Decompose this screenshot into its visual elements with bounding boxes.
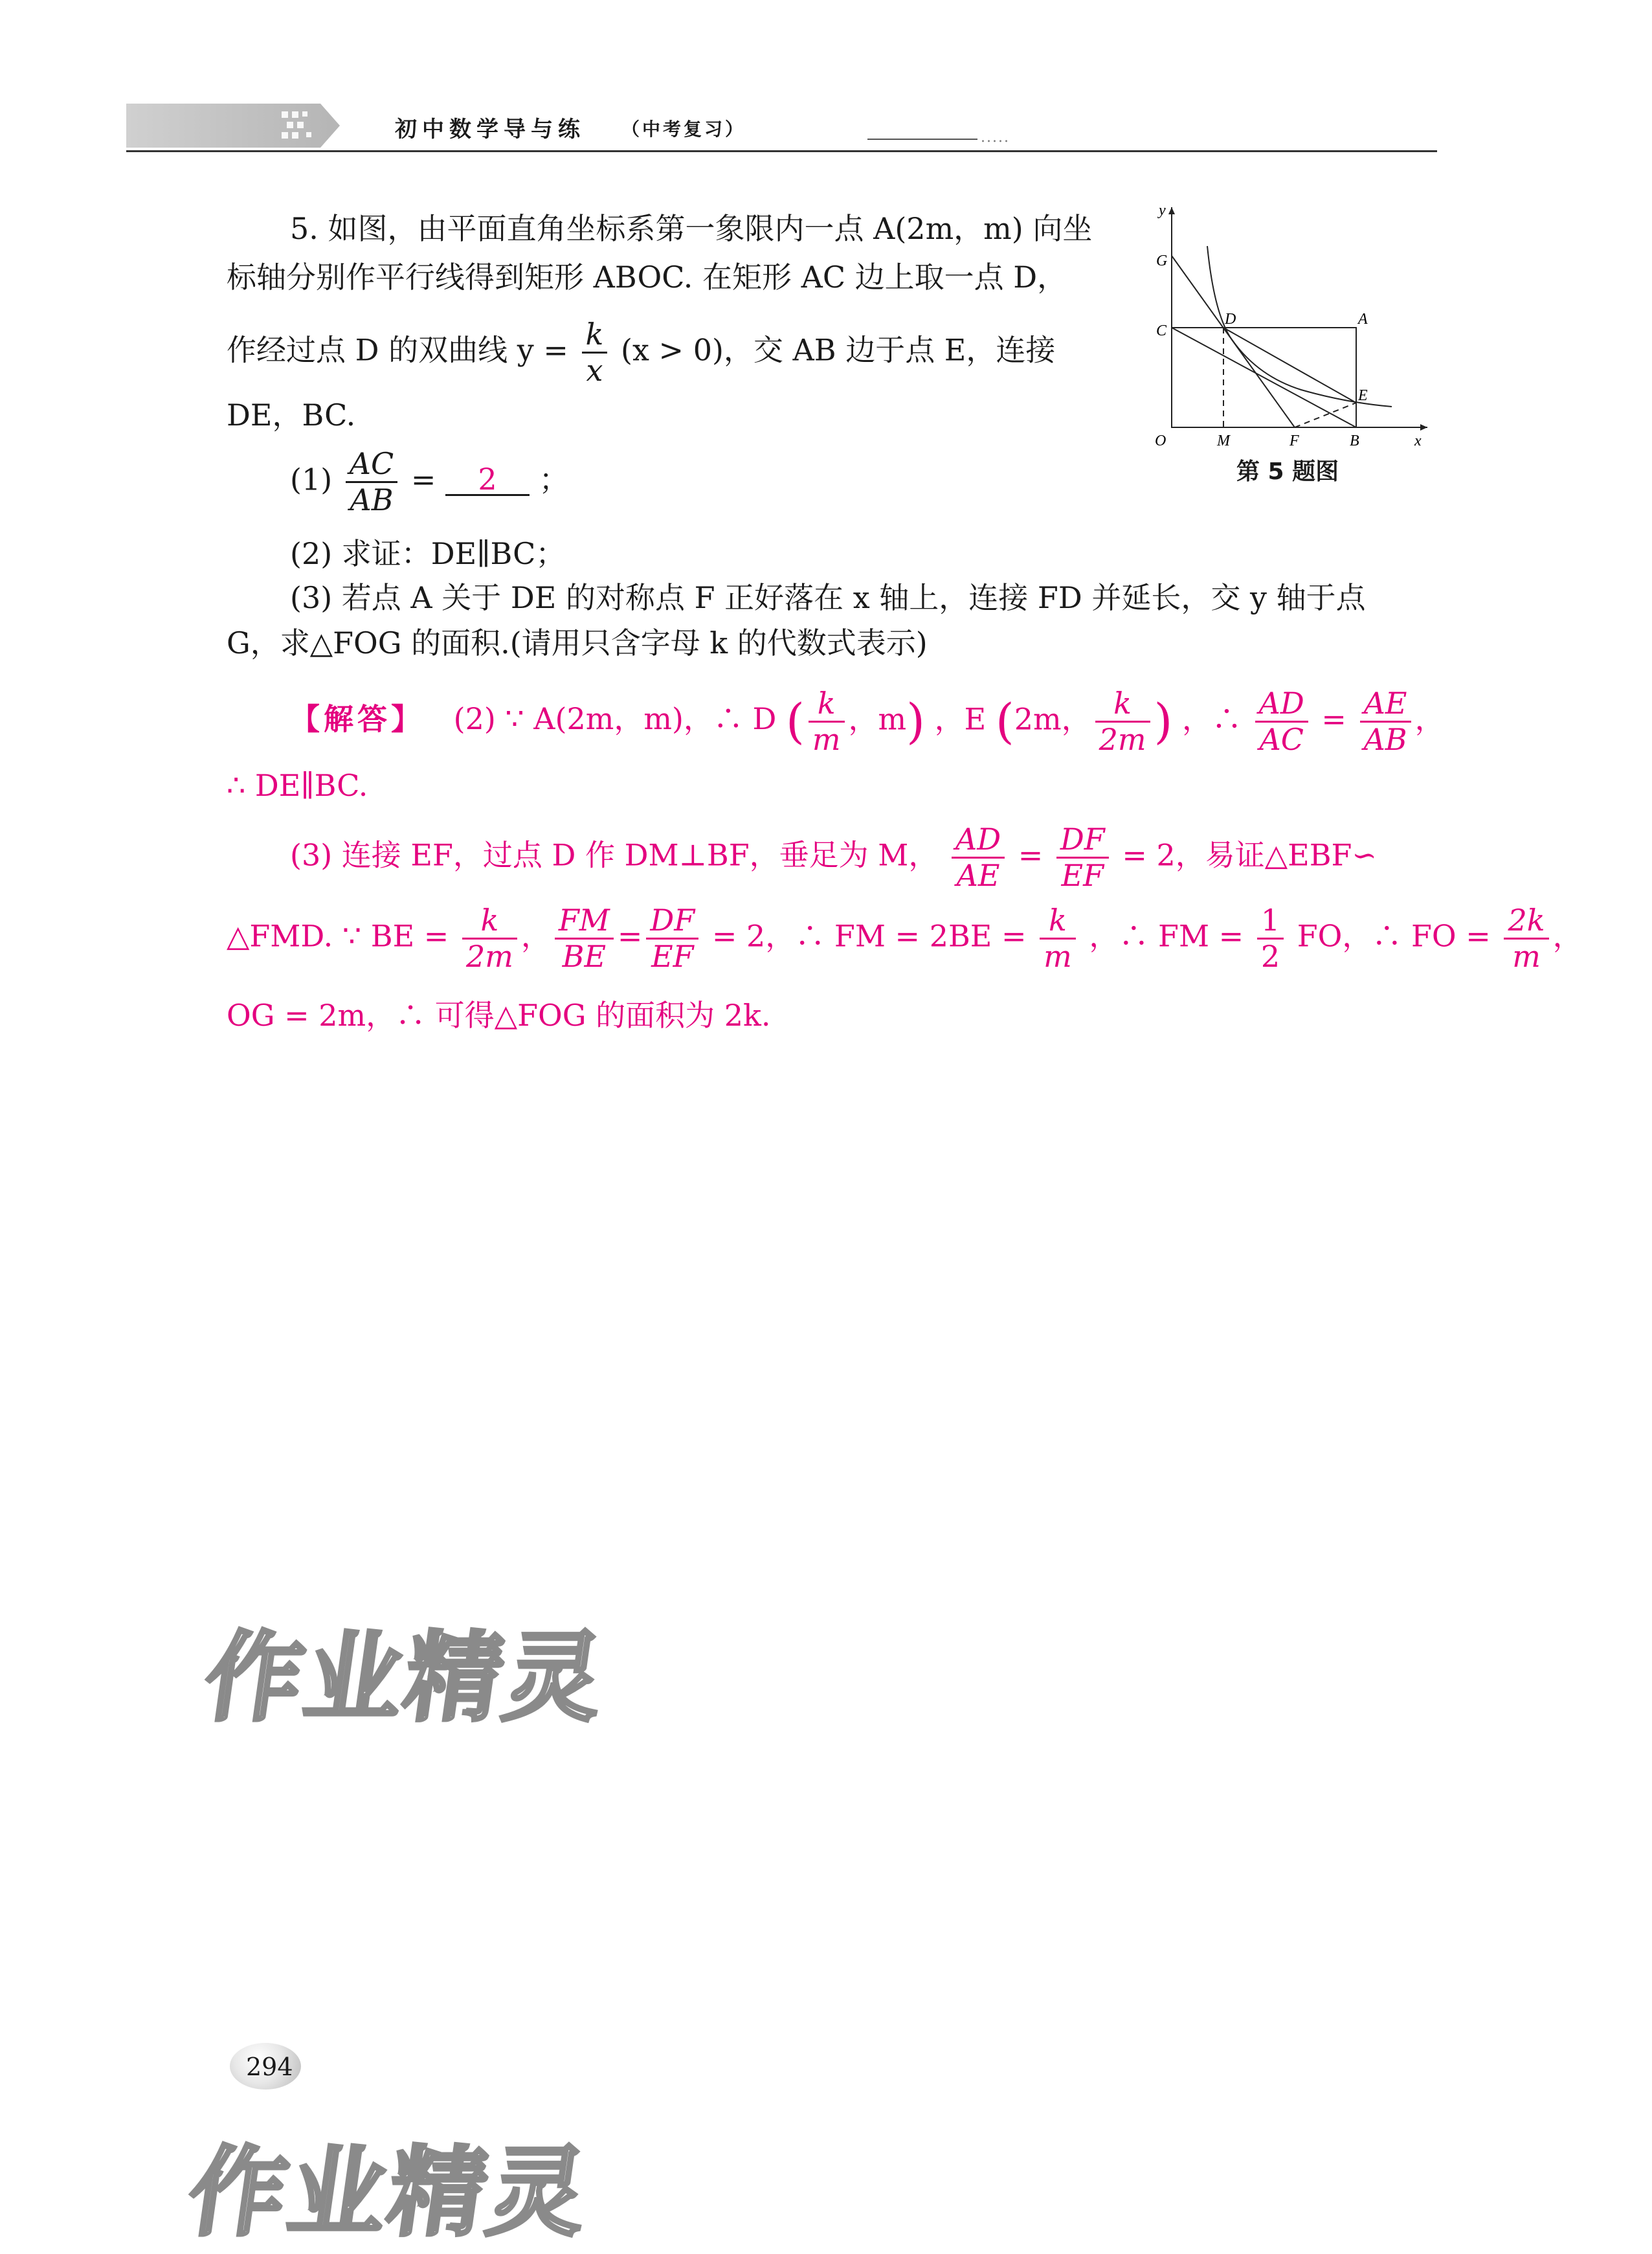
label-m: M	[1217, 433, 1230, 447]
label-d: D	[1225, 311, 1236, 328]
figure-coordinate-graph	[1152, 201, 1431, 447]
question-1: (1) $\frac{AC}{AB}$ = 2 ；	[290, 446, 569, 517]
problem-line-3-post: (x > 0)，交 AB 边于点 E，连接	[621, 332, 1056, 368]
header-short-line	[867, 139, 977, 140]
answer-part-3-line-1: (3) 连接 EF，过点 D 作 DM⊥BF，垂足为 M， $\frac{AD}{AE}$ = $\frac{DF}{EF}$ = 2，易证△EBF∽	[290, 822, 1377, 893]
line-cb	[1172, 328, 1356, 427]
problem-line-3-pre: 作经过点 D 的双曲线 y =	[227, 332, 568, 368]
label-g: G	[1156, 253, 1168, 269]
label-f: F	[1289, 433, 1299, 447]
answer-part-2: 【解答】 (2) ∵ A(2m，m)，∴ D ( $\frac{k}{m}$ ，m) ，E (2m， $\frac{k}{2m}$ ) ，∴ $\frac{AD}{AC}$ = $\frac{AE}{AB}$ ，	[290, 686, 1445, 757]
header-tab-decoration	[126, 104, 340, 148]
label-o: O	[1155, 433, 1166, 447]
label-a: A	[1358, 311, 1368, 328]
question-3-line-2: G，求△FOG 的面积.(请用只含字母 k 的代数式表示)	[227, 625, 928, 660]
figure-caption: 第 5 题图	[1236, 458, 1339, 485]
answer-part-2-conclusion: ∴ DE∥BC.	[227, 768, 368, 803]
header-dots: .....	[981, 130, 1010, 146]
header-rule	[126, 150, 1437, 152]
watermark-logo-2: 作业精灵	[181, 2137, 597, 2249]
line-gf	[1172, 256, 1295, 427]
header-title: 初中数学导与练	[395, 117, 585, 142]
label-b: B	[1350, 433, 1359, 447]
dashed-fe	[1295, 403, 1356, 427]
answer-part-3-final: OG = 2m，∴ 可得△FOG 的面积为 2k.	[227, 998, 771, 1033]
problem-line-4: DE，BC.	[227, 398, 356, 433]
fraction-k-over-x: $\frac{k}{x}$	[582, 317, 608, 388]
question-2: (2) 求证：DE∥BC；	[290, 536, 566, 571]
label-x: x	[1414, 433, 1422, 447]
problem-line-1: 5. 如图，由平面直角坐标系第一象限内一点 A(2m，m) 向坐	[290, 211, 1093, 246]
label-c: C	[1156, 322, 1167, 339]
fraction-ac-over-ab: $\frac{AC}{AB}$	[346, 447, 397, 517]
label-e: E	[1358, 387, 1368, 404]
label-y: y	[1159, 202, 1166, 219]
answer-part-3-line-2: △FMD. ∵ BE = $\frac{k}{2m}$ ， $\frac{FM}{BE}$ = $\frac{DF}{EF}$ = 2，∴ FM = 2BE = $\frac{k}{m}$ ，∴ FM = $\frac{1}{2}$ FO，∴ FO = $\frac{2k}{m}$ ，	[227, 903, 1583, 974]
header-subtitle: （中考复习）	[621, 118, 746, 140]
answer-blank: 2	[445, 464, 530, 496]
page-number: 294	[246, 2053, 293, 2081]
problem-line-2: 标轴分别作平行线得到矩形 ABOC. 在矩形 AC 边上取一点 D，	[227, 260, 1067, 295]
answer-tag: 【解答】	[290, 701, 425, 737]
problem-line-3	[227, 317, 1055, 388]
question-3-line-1: (3) 若点 A 关于 DE 的对称点 F 正好落在 x 轴上，连接 FD 并延长，交 y 轴于点	[290, 580, 1366, 615]
watermark-logo-1: 作业精灵	[197, 1622, 613, 1735]
